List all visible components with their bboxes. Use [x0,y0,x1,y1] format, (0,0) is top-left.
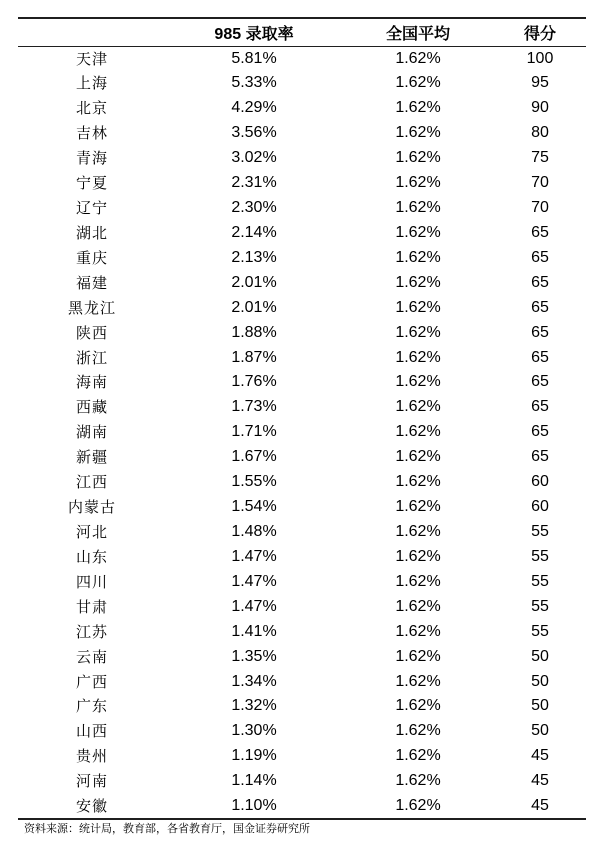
national-average-cell: 1.62% [395,647,441,665]
table-row [18,644,586,669]
table-row [18,320,586,345]
province-cell: 山东 [75,547,108,566]
table-row [18,46,586,71]
national-average-cell: 1.62% [395,373,441,391]
national-average-cell: 1.62% [395,49,441,67]
province-cell: 内蒙古 [67,498,116,517]
table-row [18,146,586,171]
rate-cell: 1.55% [231,473,277,491]
score-cell: 70 [531,174,549,192]
score-cell: 55 [531,597,549,615]
rate-cell: 1.19% [231,747,277,765]
score-cell: 45 [531,772,549,790]
province-cell: 云南 [75,647,108,666]
rate-cell: 1.67% [231,448,277,466]
table-row [18,744,586,769]
score-cell: 90 [531,99,549,117]
rate-cell: 1.76% [231,373,277,391]
national-average-cell: 1.62% [395,273,441,291]
table-header [18,18,586,46]
source-note: 资料来源：统计局，教育部，各省教育厅，国金证券研究所 [24,822,310,835]
rate-cell: 3.56% [231,124,277,142]
table-row [18,769,586,794]
rate-cell: 1.87% [231,348,277,366]
province-cell: 江西 [75,473,108,492]
header-province [18,18,166,46]
score-cell: 65 [531,273,549,291]
national-average-cell: 1.62% [395,99,441,117]
table-row [18,794,586,819]
score-cell: 65 [531,448,549,466]
table-row [18,196,586,221]
national-average-cell: 1.62% [395,223,441,241]
province-cell: 辽宁 [75,198,108,217]
score-cell: 55 [531,547,549,565]
score-cell: 100 [526,49,554,67]
table-body [18,46,586,819]
province-cell: 甘肃 [75,597,108,616]
national-average-cell: 1.62% [395,772,441,790]
province-cell: 北京 [75,99,108,118]
province-cell: 青海 [75,149,108,168]
table-row [18,71,586,96]
national-average-cell: 1.62% [395,572,441,590]
province-cell: 福建 [75,273,108,292]
score-cell: 50 [531,672,549,690]
rate-cell: 5.33% [231,74,277,92]
score-cell: 55 [531,572,549,590]
admission-rate-table-container [18,17,586,820]
header-985-rate: 985 录取率 [166,18,342,46]
score-cell: 65 [531,423,549,441]
score-cell: 65 [531,323,549,341]
score-cell: 65 [531,223,549,241]
province-cell: 广西 [75,672,108,691]
table-row [18,245,586,270]
national-average-cell: 1.62% [395,498,441,516]
rate-cell: 1.14% [231,772,277,790]
score-cell: 55 [531,522,549,540]
rate-cell: 1.88% [231,323,277,341]
national-average-cell: 1.62% [395,323,441,341]
rate-cell: 2.01% [231,298,277,316]
province-cell: 西藏 [75,398,108,417]
table-row [18,395,586,420]
header-score: 得分 [494,18,586,46]
table-row [18,370,586,395]
rate-cell: 2.13% [231,248,277,266]
rate-cell: 2.14% [231,223,277,241]
table-row [18,569,586,594]
header-national-average: 全国平均 [342,18,494,46]
admission-rate-table [18,17,586,820]
national-average-cell: 1.62% [395,74,441,92]
rate-cell: 1.47% [231,547,277,565]
table-row [18,270,586,295]
province-cell: 浙江 [75,348,108,367]
national-average-cell: 1.62% [395,672,441,690]
table-row [18,96,586,121]
table-row [18,594,586,619]
table-row [18,295,586,320]
national-average-cell: 1.62% [395,697,441,715]
national-average-cell: 1.62% [395,348,441,366]
score-cell: 50 [531,647,549,665]
rate-cell: 2.31% [231,174,277,192]
table-row [18,495,586,520]
table-row [18,420,586,445]
province-cell: 湖南 [75,423,108,442]
province-cell: 黑龙江 [67,298,116,317]
score-cell: 60 [531,498,549,516]
table-row [18,345,586,370]
national-average-cell: 1.62% [395,298,441,316]
province-cell: 上海 [75,74,108,93]
province-cell: 重庆 [75,248,108,267]
rate-cell: 1.35% [231,647,277,665]
province-cell: 江苏 [75,622,108,641]
national-average-cell: 1.62% [395,174,441,192]
national-average-cell: 1.62% [395,248,441,266]
rate-cell: 1.10% [166,794,342,819]
province-cell: 海南 [75,373,108,392]
table-row [18,445,586,470]
province-cell: 天津 [75,49,108,68]
score-cell: 60 [531,473,549,491]
national-average-cell: 1.62% [395,597,441,615]
rate-cell: 3.02% [231,149,277,167]
rate-cell: 1.34% [231,672,277,690]
national-average-cell: 1.62% [395,547,441,565]
rate-cell: 1.30% [231,722,277,740]
table-row [18,694,586,719]
national-average-cell: 1.62% [395,747,441,765]
rate-cell: 1.48% [231,522,277,540]
national-average-cell: 1.62% [395,722,441,740]
national-average-cell: 1.62% [395,448,441,466]
national-average-cell: 1.62% [342,794,494,819]
score-cell: 80 [531,124,549,142]
rate-cell: 1.71% [231,423,277,441]
rate-cell: 2.01% [231,273,277,291]
national-average-cell: 1.62% [395,398,441,416]
table-row [18,220,586,245]
table-row [18,121,586,146]
province-cell: 湖北 [75,223,108,242]
score-cell: 70 [531,198,549,216]
table-row [18,470,586,495]
rate-cell: 1.41% [231,622,277,640]
national-average-cell: 1.62% [395,473,441,491]
province-cell: 新疆 [75,448,108,467]
national-average-cell: 1.62% [395,124,441,142]
rate-cell: 1.54% [231,498,277,516]
province-cell: 河北 [75,522,108,541]
national-average-cell: 1.62% [395,198,441,216]
rate-cell: 1.32% [231,697,277,715]
province-cell: 陕西 [75,323,108,342]
table-row [18,544,586,569]
national-average-cell: 1.62% [395,423,441,441]
score-cell: 45 [494,794,586,819]
province-cell: 贵州 [75,747,108,766]
rate-cell: 5.81% [231,49,277,67]
rate-cell: 1.47% [231,597,277,615]
score-cell: 65 [531,373,549,391]
score-cell: 95 [531,74,549,92]
table-row [18,619,586,644]
table-row [18,669,586,694]
province-cell: 四川 [75,572,108,591]
table-row [18,520,586,545]
rate-cell: 1.73% [231,398,277,416]
score-cell: 65 [531,398,549,416]
rate-cell: 1.47% [231,572,277,590]
score-cell: 45 [531,747,549,765]
table-row [18,719,586,744]
rate-cell: 2.30% [231,198,277,216]
rate-cell: 4.29% [231,99,277,117]
national-average-cell: 1.62% [395,522,441,540]
table-row [18,171,586,196]
province-cell: 吉林 [75,124,108,143]
score-cell: 50 [531,722,549,740]
province-cell: 河南 [75,772,108,791]
national-average-cell: 1.62% [395,149,441,167]
national-average-cell: 1.62% [395,622,441,640]
score-cell: 65 [531,348,549,366]
province-cell: 山西 [75,722,108,741]
province-cell: 安徽 [18,794,166,819]
header-row [18,18,586,46]
score-cell: 50 [531,697,549,715]
score-cell: 65 [531,248,549,266]
province-cell: 广东 [75,697,108,716]
score-cell: 75 [531,149,549,167]
score-cell: 65 [531,298,549,316]
score-cell: 55 [531,622,549,640]
province-cell: 宁夏 [75,174,108,193]
